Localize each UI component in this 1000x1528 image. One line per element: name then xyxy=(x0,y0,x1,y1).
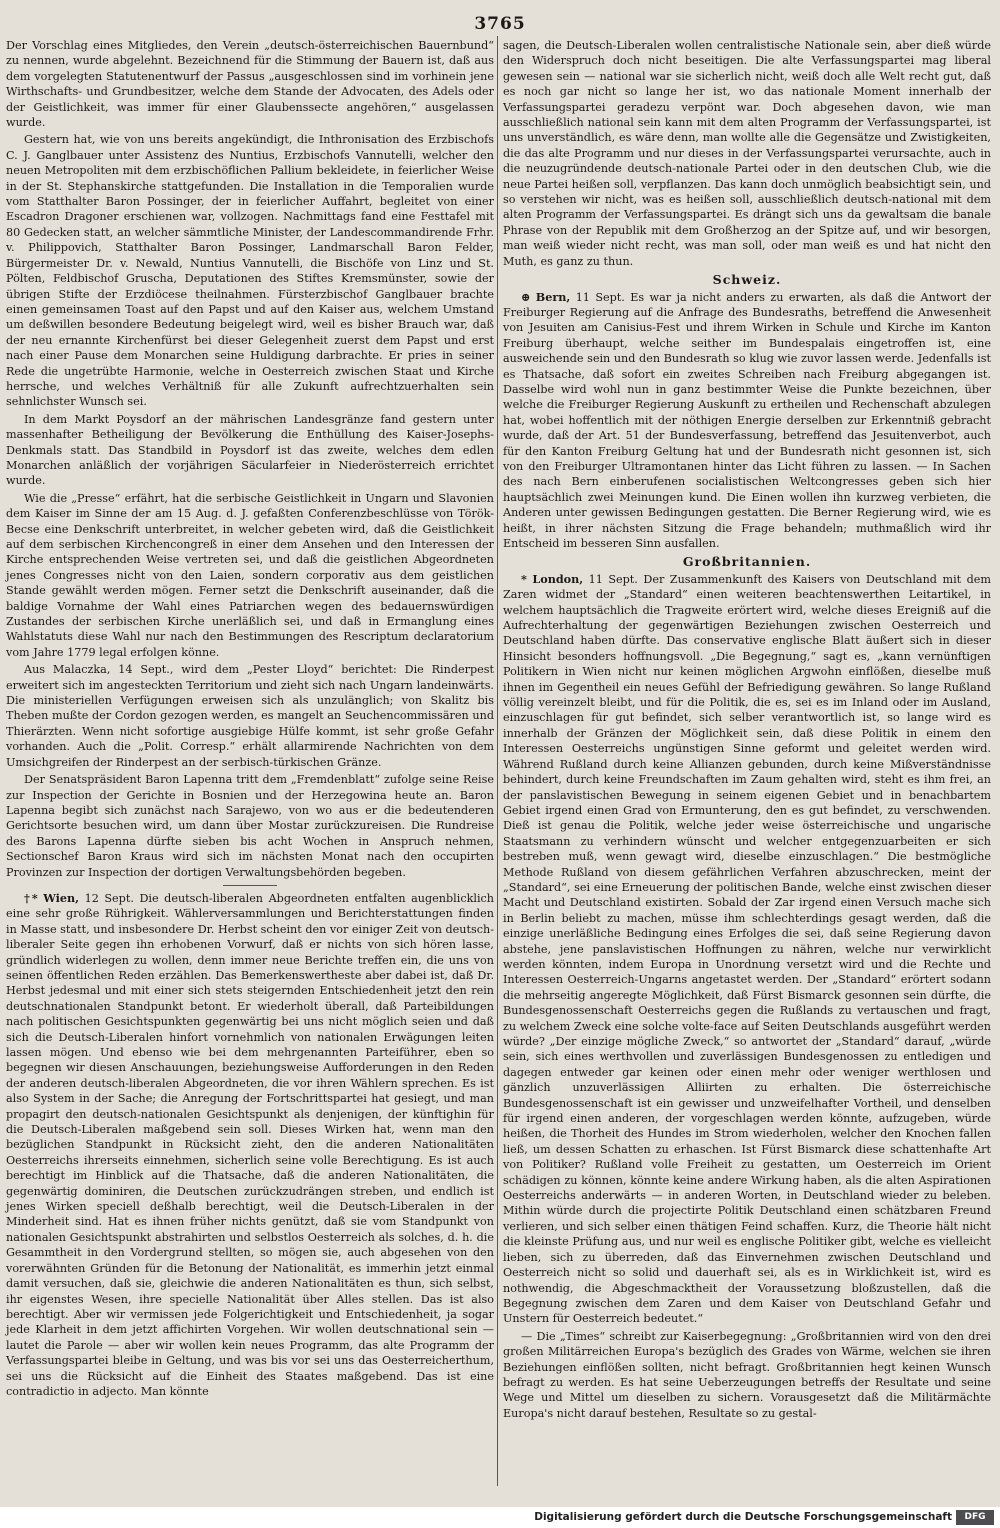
article-text: Es war ja nicht anders zu erwarten, als daß die Antwort der Freiburger Regierung auf die Anfrage des Bundesraths, betreffend die Anwesenheit von Jesuiten am Canisius-Fest und ihrem Wirken in Schule und Kirche im Kanton Freiburg überhaupt, welche seither im Bundespalais eingetroffen ist, eine ausweichende sein und den Bundesrath so klug wie zuvor lassen werde. Jedenfalls ist es Thatsache, daß sofort ein zweites Schreiben nach Freiburg abgegangen ist. Dasselbe wird wohl nun in ganz bestimmter Weise die Punkte bezeichnen, über welche die Freiburger Regierung Auskunft zu ertheilen und Rechenschaft abzulegen hat, wobei hoffentlich mit der nöthigen Energie derselben zur Erkenntniß gebracht wurde, daß der Art. 51 der Bundesverfassung, betreffend das Jesuitenverbot, auch für den Kanton Freiburg Geltung hat und der Bundesrath nicht gesonnen ist, sich von den Freiburger Ultramontanen hinter das Licht führen zu lassen. — In Sachen des nach Bern einberufenen socialistischen Weltcongresses geben sich hier hauptsächlich zwei Meinungen kund. Die Einen wollen ihn kurzweg verbieten, die Anderen unter gewissen Bedingungen gestatten. Die Berner Regierung wird, wie es heißt, in ihrer nächsten Sitzung die Frage behandeln; muthmaßlich wird ihr Entscheid im besseren Sinn ausfallen. xyxy=(503,290,992,550)
page-number: 3765 xyxy=(474,14,526,34)
section-separator xyxy=(223,885,277,886)
article-text: Die deutsch-liberalen Abgeordneten entfalten augenblicklich eine sehr große Rührigkeit. Wählerversammlungen und Berichterstattungen finden in Masse statt, und insbesondere Dr. Herbst scheint den vor einiger Zeit von deutsch-liberaler Seite gegen ihn erhobenen Vorwurf, daß er nichts von sich hören lasse, gründlich widerlegen zu wollen, denn immer neue Berichte treffen ein, die uns von seinen öffentlichen Reden erzählen. Das Bemerkenswertheste aber dabei ist, daß Dr. Herbst jedesmal und mit einer sich stets steigernden Entschiedenheit jetzt den rein deutschnationalen Standpunkt betont. Er wiederholt überall, daß Parteibildungen nach politischen Gesichtspunkten gegenwärtig bei uns nicht möglich seien und daß sich die Deutsch-Liberalen hinfort vornehmlich von nationalen Erwägungen leiten lassen mögen. Und ebenso wie bei dem mehrgenannten Parteiführer, eben so begegnen wir diesen Anschauungen, beziehungsweise Aufforderungen in den Reden der anderen deutsch-liberalen Abgeordneten, die vor ihren Wählern sprechen. Es ist also System in der Sache; die Anregung der Fortschrittspartei hat gesiegt, und man propagirt den deutsch-nationalen Gesichtspunkt als denjenigen, der künftighin für die Deutsch-Liberalen maßgebend sein soll. Dieses Wirken hat, wenn man den bezüglichen Standpunkt in Rücksicht zieht, den die anderen Nationalitäten Oesterreichs ihrerseits einnehmen, sicherlich seine volle Berechtigung. Es ist auch berechtigt im Hinblick auf die Thatsache, daß die anderen Nationalitäten, die gegenwärtig dominiren, die Deutschen zurückzudrängen streben, und endlich ist jenes Wirken speciell deßhalb berechtigt, weil die Deutsch-Liberalen in der Minderheit sind. Hat es ihnen früher nichts genützt, daß sie vom Standpunkt von nationalen Gesichtspunkt abstrahirten und selbstlos Oesterreich als solches, d. h. die Gesammtheit in den Vordergrund stellten, so mögen sie, auch abgesehen von den vorerwähnten Gründen für die Betonung der Nationalität, es immerhin jetzt einmal damit versuchen, daß sie, gleichwie die anderen Nationalitäten es thun, sich selbst, ihr eigenstes Wesen, ihre specielle Nationalität über Alles stellen. Das ist also berechtigt. Aber wir vermissen jede Folgerichtigkeit und Entschiedenheit, ja sogar jede Klarheit in dem jetzt affichirten Vorgehen. Wir wollen deutschnational sein — lautet die Parole — aber wir wollen kein neues Programm, das alte Programm der Verfassungspartei bleibe in Geltung, und was bis vor sei uns das Oesterreicherthum, sei uns die Rücksicht auf die Einheit des Staates maßgebend. Das ist eine contradictio in adjecto. Man könnte xyxy=(6,891,494,1398)
dateline-place: Bern, xyxy=(535,289,571,304)
column-divider xyxy=(497,36,498,1486)
bern-report xyxy=(503,290,991,552)
section-heading-schweiz: Schweiz. xyxy=(712,272,782,288)
correspondent-mark: ⊕ xyxy=(521,289,531,304)
article-paragraph: Der Senatspräsident Baron Lapenna tritt dem „Fremdenblatt“ zufolge seine Reise zur Inspection der Gerichte in Bosnien und der Herzegowina heute an. Baron Lapenna begibt sich zunächst nach Sarajewo, von wo aus er die bedeutenderen Gerichtsorte besuchen wird, um dann über Mostar zurückzureisen. Die Rundreise des Barons Lapenna dürfte sieben bis acht Wochen in Anspruch nehmen, Sectionschef Baron Kraus wird sich im nächsten Monat nach den occupirten Provinzen zur Inspection der dortigen Verwaltungsbehörden begeben. xyxy=(6,773,494,879)
dateline-place: Wien, xyxy=(43,890,80,905)
section-heading-grossbritannien: Großbritannien. xyxy=(682,554,812,570)
correspondent-mark: * xyxy=(521,571,527,586)
article-paragraph: — Die „Times“ schreibt zur Kaiserbegegnung: „Großbritannien wird von den drei großen Militärreichen Europa's bezüglich des Grades von Wärme, welchen sie ihren Beziehungen einflößen sollten, nicht befragt. Großbritannien hegt keinen Wunsch befragt zu werden. Es hat seine Ueberzeugungen betreffs der Resultate und seine Wege und Mittel um dieselben zu sichern. Vorausgesetzt daß die Militärmächte Europa's nicht darauf bestehen, Resultate so zu gestal- xyxy=(503,1329,991,1420)
right-column xyxy=(503,38,991,1423)
funding-credit: Digitalisierung gefördert durch die Deutsche Forschungsgemeinschaft xyxy=(534,1511,952,1523)
left-column xyxy=(6,38,494,1401)
article-paragraph: In dem Markt Poysdorf an der mährischen Landesgränze fand gestern unter massenhafter Betheiligung der Bevölkerung die Enthüllung des Kaiser-Josephs-Denkmals statt. Das Standbild in Poysdorf ist das zweite, welches dem edlen Monarchen anläßlich der vorjährigen Säcularfeier in Niederösterreich errichtet wurde. xyxy=(6,412,494,488)
london-report xyxy=(503,572,991,1327)
article-paragraph: Aus Malaczka, 14 Sept., wird dem „Pester Lloyd“ berichtet: Die Rinderpest erweitert sich im angesteckten Territorium und zieht sich nach Ungarn landeinwärts. Die ministeriellen Verfügungen erweisen sich als unzulänglich; von Skalitz bis Theben mußte der Cordon gezogen werden, es mangelt an Seuchencommissären und Thierärzten. Wenn nicht sofortige ausgiebige Hülfe kommt, ist sehr große Gefahr vorhanden. Auch die „Polit. Corresp.“ erhält allarmirende Nachrichten von dem Umsichgreifen der Rinderpest an der serbisch-türkischen Gränze. xyxy=(6,663,494,769)
article-paragraph: Wie die „Presse“ erfährt, hat die serbische Geistlichkeit in Ungarn und Slavonien dem Kaiser im Sinne der am 15 Aug. d. J. gefaßten Conferenzbeschlüsse von Török-Becse eine Denkschrift unterbreitet, in welcher gebeten wird, daß die Geistlichkeit auf dem serbischen Kirchencongreß in einer dem Ansehen und den Interessen der Kirche entsprechenden Weise vertreten sei, und daß die geistlichen Abgeordneten jenes Congresses nicht von den Laien, sondern corporativ aus dem geistlichen Stande gewählt werden mögen. Ferner setzt die Denkschrift auseinander, daß die baldige Vornahme der Wahl eines Patriarchen wegen des bedauernswürdigen Zustandes der serbischen Kirche unerläßlich sei, und daß in Ermanglung eines Wahlstatuts diese Wahl nur nach den Bestimmungen des Rescriptum declaratorium vom Jahre 1779 legal erfolgen könne. xyxy=(6,491,494,659)
dateline-place: London, xyxy=(532,571,584,586)
dfg-logo: DFG xyxy=(956,1510,994,1525)
article-text: Der Zusammenkunft des Kaisers von Deutschland mit dem Zaren widmet der „Standard“ einen weiteren beachtenswerthen Leitartikel, in welchem hauptsächlich die Tragweite erörtert wird, welche dieses Ereigniß auf die Aufrechterhaltung der gegenwärtigen Beziehungen zwischen Oesterreich und Deutschland haben dürfte. Das conservative englische Blatt äußert sich in dieser Hinsicht besonders hoffnungsvoll. „Die Begegnung,“ sagt es, „kann vernünftigen Politikern in Wien nicht nur keinen möglichen Argwohn einflößen, dieselbe muß ihnen im Gegentheil ein neues Gefühl der Befriedigung gewähren. So lange Rußland völlig vereinzelt bleibt, und für die Politik, die es, sei es im Inland oder im Ausland, einzuschlagen für gut befindet, sich selber verantwortlich ist, so lange wird es innerhalb der Gränzen der Möglichkeit sein, daß diese Politik in einem den Interessen Oesterreichs ungünstigen Sinne geformt und geleitet werden wird. Während Rußland durch keine Allianzen gebunden, durch keine Mißverständnisse behindert, durch keine Freundschaften im Zaum gehalten wird, steht es ihm frei, an der panslavistischen Bewegung in seinem eigenen Gebiet und in benachbartem Gebiet irgend einen Grad von Ermunterung, den es gut befindet, zu verschwenden. Dieß ist genau die Politik, welche jeder weise österreichische und ungarische Staatsmann zu verhindern wünscht und welcher entgegenzuarbeiten er sich bestreben muß, wenn gewagt wird, dieselbe einzuschlagen.“ Die bestmögliche Methode Rußland von diesem gefährlichen Verfahren abzuschrecken, meint der „Standard“, sei eine Erneuerung der politischen Bande, welche einst zwischen dieser Macht und Deutschland existirten. Sobald der Zar irgend einen Versuch mache sich in Berlin beliebt zu machen, müsse ihm schlechterdings gesagt werden, daß die einzige unerläßliche Bedingung eines Erfolges die sei, daß seine Regierung davon abstehe, jene panslavistischen Hoffnungen zu nähren, welche nur verwirklicht werden könnten, indem Europa in Unordnung versetzt wird und die Rechte und Interessen Oesterreich-Ungarns angetastet werden. Der „Standard“ erörtert sodann die mehrseitig angeregte Möglichkeit, daß Fürst Bismarck gesonnen sein dürfte, die Bundesgenossenschaft Oesterreichs gegen die Rußlands zu vertauschen und fragt, zu welchem Zweck eine solche volte-face auf Seiten Deutschlands ausgeführt werden würde? „Der einzige mögliche Zweck,“ so antwortet der „Standard“ darauf, „würde sein, sich eines werthvollen und zuverlässigen Bundesgenossen zu entledigen und dagegen entweder gar keinen oder einen mehr oder weniger werthlosen und gänzlich unzuverlässigen Alliirten zu erhalten. Die österreichische Bundesgenossenschaft ist ein gewisser und unzweifelhafter Vortheil, und denselben für irgend einen anderen, der vorgeschlagen werden könnte, aufzugeben, würde heißen, die Thorheit des Hundes im Strom wiederholen, welcher den Knochen fallen ließ, um dessen Schatten zu erhaschen. Ist Fürst Bismarck diese schattenhafte Art von Politiker? Rußland volle Freiheit zu gestatten, um Oesterreich im Orient schädigen zu können, könnte keine andere Wirkung haben, als die alten Aspirationen Oesterreichs anderwärts — in anderen Worten, in Deutschland wieder zu beleben. Mithin würde durch die projectirte Politik Deutschland einen schätzbaren Freund verlieren, und sich selber einen thätigen Feind schaffen. Kurz, die Theorie hält nicht die kleinste Prüfung aus, und nur weil es englische Politiker gibt, welche es vielleicht lieben, sich zu überreden, daß das Einvernehmen zwischen Deutschland und Oesterreich nicht so solid und dauerhaft sei, als es in Wirklichkeit ist, wird es nothwendig, die Abgeschmacktheit der Voraussetzung bloßzustellen, daß die Begegnung zwischen dem Zaren und dem Kaiser von Deutschland Gefahr und Unstern für Oesterreich bedeutet.“ xyxy=(503,572,992,1326)
wien-report xyxy=(6,891,494,1399)
dateline-date: 12 Sept. xyxy=(84,891,134,905)
article-paragraph: sagen, die Deutsch-Liberalen wollen centralistische Nationale sein, aber dieß würde den Widerspruch doch nicht beseitigen. Die alte Verfassungspartei mag liberal gewesen sein — national war sie sicherlich nicht, weiß doch alle Welt recht gut, daß es noch gar nicht so lange her ist, wo das nationale Moment innerhalb der Verfassungspartei geradezu verpönt war. Doch abgesehen davon, wie man ausschließlich national sein kann mit dem alten Programm der Verfassungspartei, ist uns unverständlich, es wäre denn, man wollte alle die Gegensätze und Zwistigkeiten, die das alte Programm und nur dieses in der Verfassungspartei verursachte, auch in die neuzugründende deutsch-nationale Partei oder in den deutschen Club, wie die neue Partei heißen soll, verpflanzen. Das kann doch unmöglich beabsichtigt sein, und so verstehen wir nicht, was es heißen soll, ausschließlich deutsch-national mit dem alten Programm der Verfassungspartei. Es drängt sich uns da gewaltsam die banale Phrase von der Republik mit dem Großherzog an der Spitze auf, und wir besorgen, man weiß wieder nicht recht, was man soll, oder man weiß es und hat nicht den Muth, es ganz zu thun. xyxy=(503,39,991,268)
dateline-date: 11 Sept. xyxy=(588,572,638,586)
article-paragraph: Der Vorschlag eines Mitgliedes, den Verein „deutsch-österreichischen Bauernbund“ zu nennen, wurde abgelehnt. Bezeichnend für die Stimmung der Bauern ist, daß aus dem vorgelegten Statutenentwurf der Passus „ausgeschlossen sind im vorhinein jene Wirthschafts- und Grundbesitzer, welche dem Stande der Advocaten, des Adels oder der Geistlichkeit, was immer für einer Glaubenssecte angehören,“ ausgelassen wurde. xyxy=(6,39,494,130)
article-paragraph: Gestern hat, wie von uns bereits angekündigt, die Inthronisation des Erzbischofs C. J. Ganglbauer unter Assistenz des Nuntius, Erzbischofs Vannutelli, welcher den neuen Metropoliten mit dem erzbischöflichen Pallium bekleidete, in feierlicher Weise in der St. Stephanskirche stattgefunden. Die Installation in die Temporalien wurde vom Statthalter Baron Possinger, der in feierlicher Auffahrt, begleitet von einer Escadron Dragoner erschienen war, vollzogen. Nachmittags fand eine Festtafel mit 80 Gedecken statt, an welcher sämmtliche Minister, der Landescommandirende Frhr. v. Philippovich, Statthalter Baron Possinger, Landmarschall Baron Felder, Bürgermeister Dr. v. Newald, Nuntius Vannutelli, die Bischöfe von Linz und St. Pölten, Feldbischof Gruscha, Deputationen des Stiftes Kremsmünster, sowie der übrigen Stifte der Erzdiöcese theilnahmen. Fürsterzbischof Ganglbauer brachte einen gemeinsamen Toast auf den Papst und auf den Kaiser aus, welchem Umstand um deßwillen besondere Bedeutung beigelegt wird, weil es bisher Brauch war, daß der neu ernannte Kirchenfürst bei dieser Gelegenheit zuerst dem Papst und erst nach einer Pause dem Monarchen seine Huldigung darbrachte. Er pries in seiner Rede die ungetrübte Harmonie, welche in Oesterreich zwischen Staat und Kirche herrsche, und welches Verhältniß für alle Zukunft aufrechtzuerhalten sein sehnlichster Wunsch sei. xyxy=(6,133,494,409)
digitization-footer xyxy=(0,1507,1000,1528)
correspondent-mark: †* xyxy=(24,890,38,905)
dateline-date: 11 Sept. xyxy=(575,290,625,304)
